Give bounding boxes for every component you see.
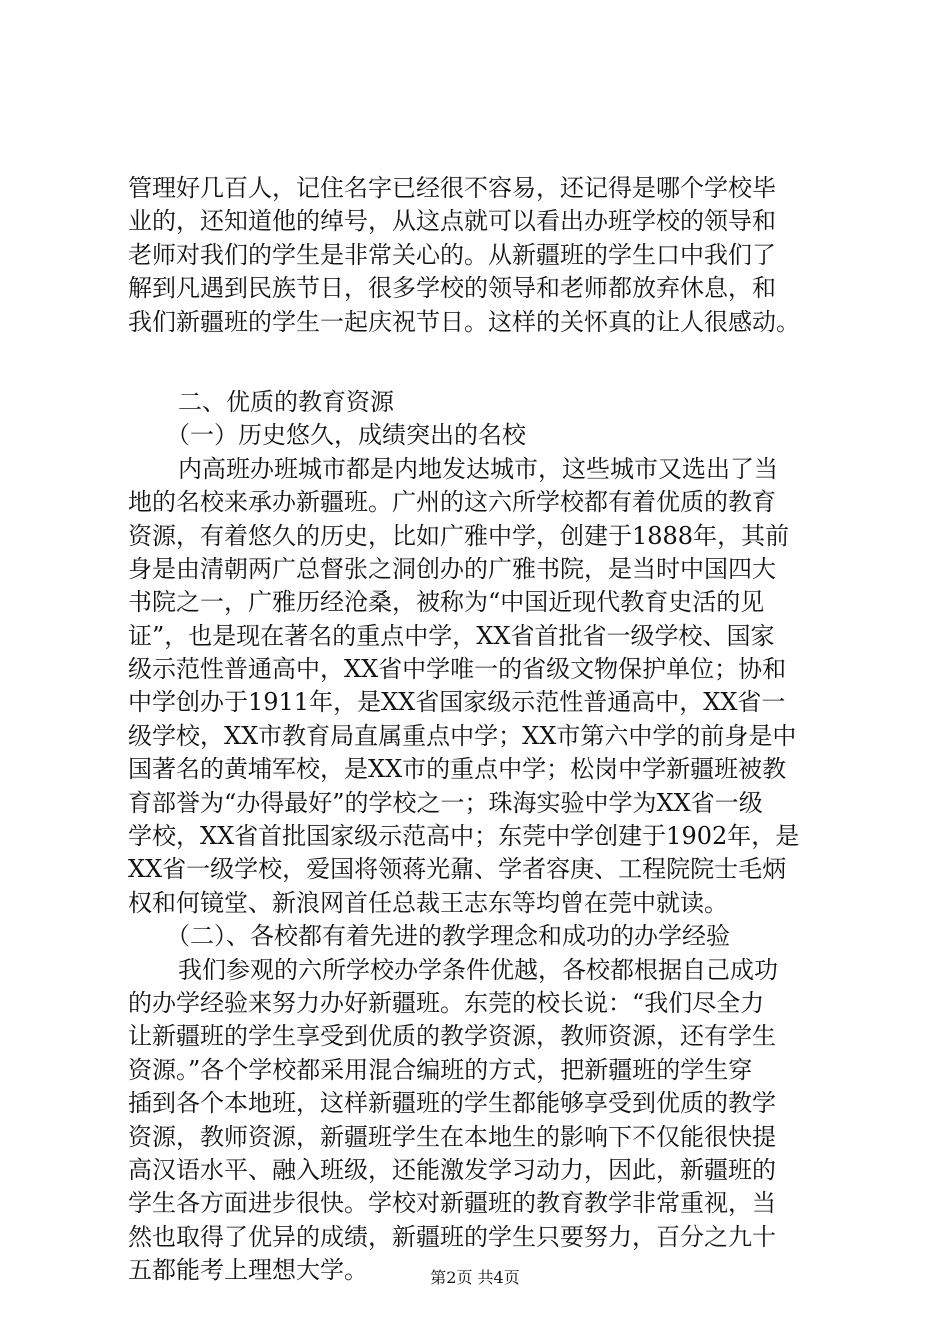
text-line: 内高班办班城市都是内地发达城市，这些城市又选出了当 <box>178 454 778 483</box>
text-line: 中学创办于1911年，是XX省国家级示范性普通高中，XX省一 <box>128 688 786 717</box>
text-line: 权和何镜堂、新浪网首任总裁王志东等均曾在莞中就读。 <box>128 888 728 917</box>
document-body <box>128 172 828 1288</box>
text-line: 业的，还知道他的绰号，从这点就可以看出办班学校的领导和 <box>128 207 776 236</box>
section-heading: 二、优质的教育资源 <box>178 387 394 416</box>
paragraph-1 <box>128 172 828 339</box>
text-line: 证”，也是现在著名的重点中学，XX省首批省一级学校、国家 <box>128 621 775 650</box>
text-line: 书院之一，广雅历经沧桑，被称为“中国近现代教育史活的见 <box>128 588 765 617</box>
text-line: 插到各个本地班，这样新疆班的学生都能够享受到优质的教学 <box>128 1089 776 1118</box>
text-line: 我们参观的六所学校办学条件优越，各校都根据自己成功 <box>178 955 778 984</box>
text-line: 学校，XX省首批国家级示范高中；东莞中学创建于1902年，是 <box>128 822 800 851</box>
subsection-heading-2: （二）、各校都有着先进的教学理念和成功的办学经验 <box>166 922 730 951</box>
text-line: XX省一级学校，爱国将领蒋光鼐、学者容庚、工程院院士毛炳 <box>128 855 787 884</box>
text-line: 级示范性普通高中，XX省中学唯一的省级文物保护单位；协和 <box>128 655 787 684</box>
text-line: 级学校，XX市教育局直属重点中学；XX市第六中学的前身是中 <box>128 721 797 750</box>
text-line: 高汉语水平、融入班级，还能激发学习动力，因此，新疆班的 <box>128 1155 776 1184</box>
text-line: 资源，有着悠久的历史，比如广雅中学，创建于1888年，其前 <box>128 521 790 550</box>
page-footer: 第2页 共4页 <box>430 1268 520 1287</box>
text-line: 资源。”各个学校都采用混合编班的方式，把新疆班的学生穿 <box>128 1055 753 1084</box>
text-line: 让新疆班的学生享受到优质的教学资源，教师资源，还有学生 <box>128 1022 776 1051</box>
paragraph-2 <box>128 453 828 920</box>
text-line: 国著名的黄埔军校，是XX市的重点中学；松岗中学新疆班被教 <box>128 755 787 784</box>
text-line: 地的名校来承办新疆班。广州的这六所学校都有着优质的教育 <box>128 488 776 517</box>
subsection-heading-1: （一）历史悠久，成绩突出的名校 <box>166 421 526 450</box>
text-line: 身是由清朝两广总督张之洞创办的广雅书院，是当时中国四大 <box>128 554 776 583</box>
text-line: 五都能考上理想大学。 <box>128 1256 368 1285</box>
text-line: 然也取得了优异的成绩，新疆班的学生只要努力，百分之九十 <box>128 1222 776 1251</box>
text-line: 管理好几百人，记住名字已经很不容易，还记得是哪个学校毕 <box>128 174 776 202</box>
text-line: 资源，教师资源，新疆班学生在本地生的影响下不仅能很快提 <box>128 1122 776 1151</box>
paragraph-spacer <box>128 339 828 386</box>
paragraph-3 <box>128 954 828 1288</box>
text-line: 育部誉为“办得最好”的学校之一；珠海实验中学为XX省一级 <box>128 788 763 817</box>
text-line: 我们新疆班的学生一起庆祝节日。这样的关怀真的让人很感动。 <box>128 307 800 336</box>
text-line: 解到凡遇到民族节日，很多学校的领导和老师都放弃休息，和 <box>128 274 776 303</box>
text-line: 的办学经验来努力办好新疆班。东莞的校长说：“我们尽全力 <box>128 988 765 1017</box>
text-line: 学生各方面进步很快。学校对新疆班的教育教学非常重视，当 <box>128 1189 776 1218</box>
text-line: 老师对我们的学生是非常关心的。从新疆班的学生口中我们了 <box>128 240 776 269</box>
